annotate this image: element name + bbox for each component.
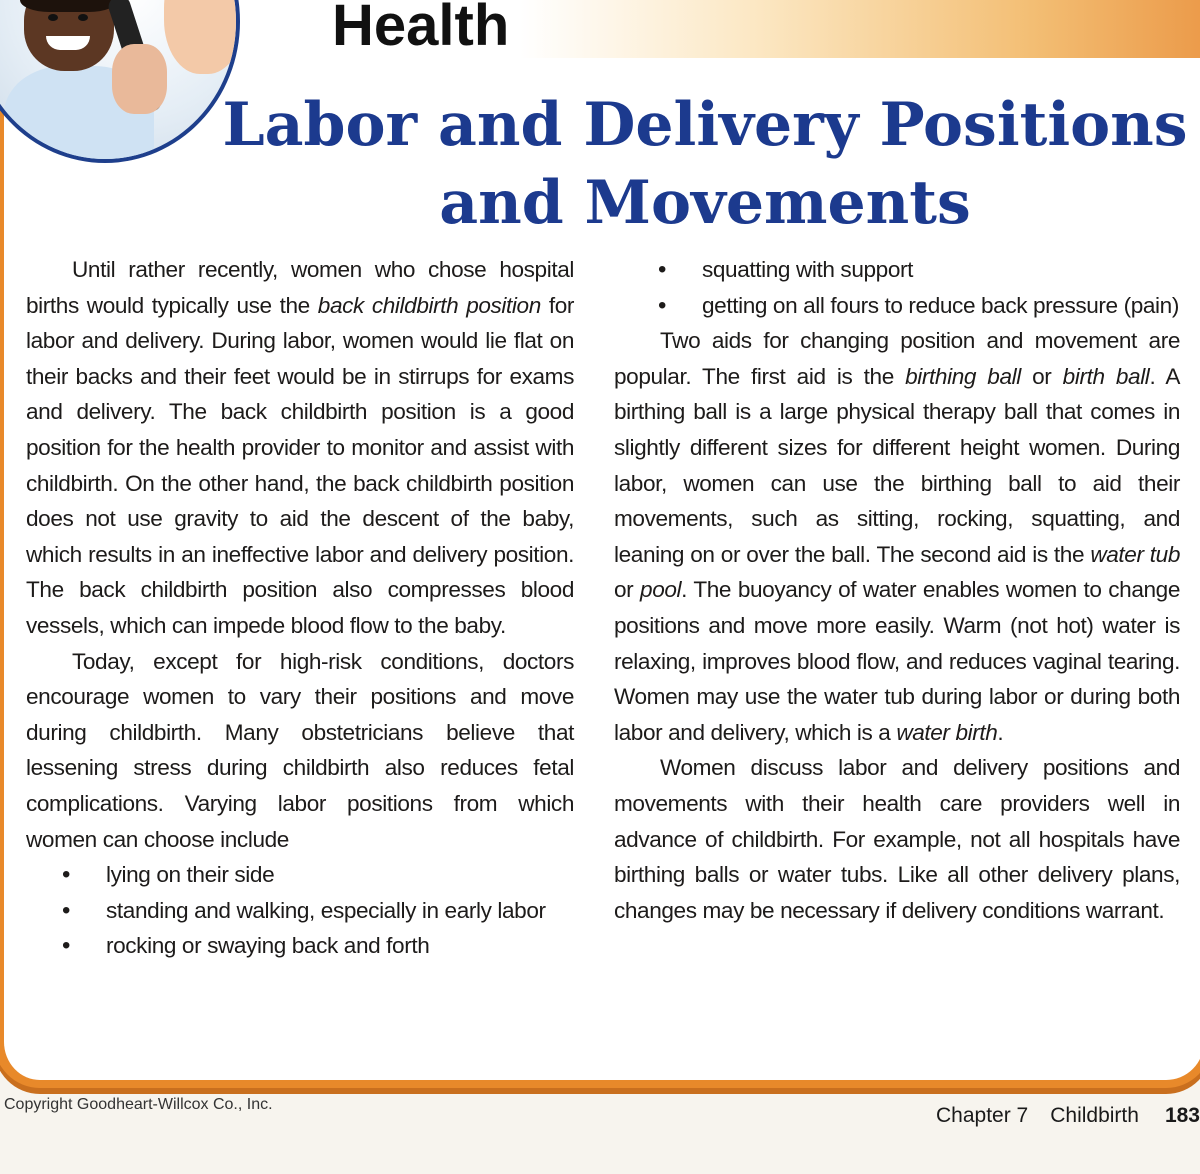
text-run: . The buoyancy of water enables women to change positions and move more easily. Warm (not hot) water is relaxing, improves blood flow, and reduces vaginal tearing. Women may use the water tub during labor or during both labor and delivery, which is a bbox=[614, 577, 1180, 745]
chapter-label: Chapter 7 bbox=[936, 1104, 1029, 1127]
text-run: for labor and delivery. During labor, women would lie flat on their backs and their feet would be in stirrups for exams and delivery. The back childbirth position is a good position for the health provider to monitor and assist with childbirth. On the other hand, the back childbirth position does not use gravity to aid the descent of the baby, which results in an ineffective labor and delivery position. The back childbirth position also compresses blood vessels, which can impede blood flow to the baby. bbox=[26, 292, 574, 638]
list-item: • squatting with support bbox=[614, 252, 1180, 288]
key-term: water birth bbox=[896, 719, 998, 745]
key-term: water tub bbox=[1090, 541, 1180, 567]
page-number: 183 bbox=[1164, 1104, 1200, 1127]
photo-hand bbox=[112, 44, 167, 114]
list-item: • rocking or swaying back and forth bbox=[26, 928, 574, 964]
list-item: • standing and walking, especially in early labor bbox=[26, 893, 574, 929]
page-title bbox=[210, 86, 1200, 242]
page-footer bbox=[936, 1104, 1200, 1128]
text-run: . A birthing ball is a large physical therapy ball that comes in slightly different sizes for different height women. During labor, women can use the birthing ball to aid their movements, such as sitting, rocking, squatting, and leaning on or over the ball. The second aid is the bbox=[614, 363, 1180, 567]
title-line-1: Labor and Delivery Positions bbox=[222, 90, 1188, 160]
text-run: Until rather recently, women who chose hospital births would typically use the bbox=[26, 257, 574, 318]
paragraph-2: Today, except for high-risk conditions, doctors encourage women to vary their positions and move during childbirth. Many obstetricians believe that lessening stress during childbirth also reduces fetal complications. Varying labor positions from which women can choose include bbox=[26, 648, 574, 852]
paragraph-3 bbox=[614, 323, 1180, 750]
paragraph-1 bbox=[26, 252, 574, 644]
feature-kicker: Health bbox=[332, 0, 510, 58]
photo-child-hair bbox=[20, 0, 118, 12]
header-color-band bbox=[520, 0, 1200, 58]
text-run: or bbox=[1020, 363, 1063, 389]
chapter-title: Childbirth bbox=[1050, 1104, 1139, 1127]
key-term: birth ball bbox=[1062, 363, 1150, 389]
positions-list bbox=[26, 857, 574, 964]
text-run: or bbox=[614, 577, 641, 603]
left-column bbox=[26, 252, 574, 964]
photo-eye bbox=[78, 14, 88, 21]
list-item: • lying on their side bbox=[26, 857, 574, 893]
photo-eye bbox=[48, 14, 58, 21]
key-term: back childbirth position bbox=[317, 292, 541, 318]
key-term: birthing ball bbox=[905, 363, 1021, 389]
text-run: Two aids for changing position and movement are popular. The first aid is the bbox=[614, 328, 1180, 389]
copyright-notice: Copyright Goodheart-Willcox Co., Inc. bbox=[4, 1096, 273, 1113]
key-term: pool bbox=[640, 577, 682, 603]
paragraph-4: Women discuss labor and delivery positions and movements with their health care providers well in advance of childbirth. For example, not all hospitals have birthing balls or water tubs. Like all other delivery plans, changes may be necessary if delivery conditions warrant. bbox=[614, 755, 1180, 923]
right-column bbox=[614, 252, 1180, 928]
text-run: . bbox=[997, 719, 1004, 745]
list-item: • getting on all fours to reduce back pressure (pain) bbox=[614, 288, 1180, 324]
positions-list-continued bbox=[614, 252, 1180, 323]
title-line-2: and Movements bbox=[439, 168, 971, 238]
photo-doctor-face bbox=[164, 0, 240, 74]
